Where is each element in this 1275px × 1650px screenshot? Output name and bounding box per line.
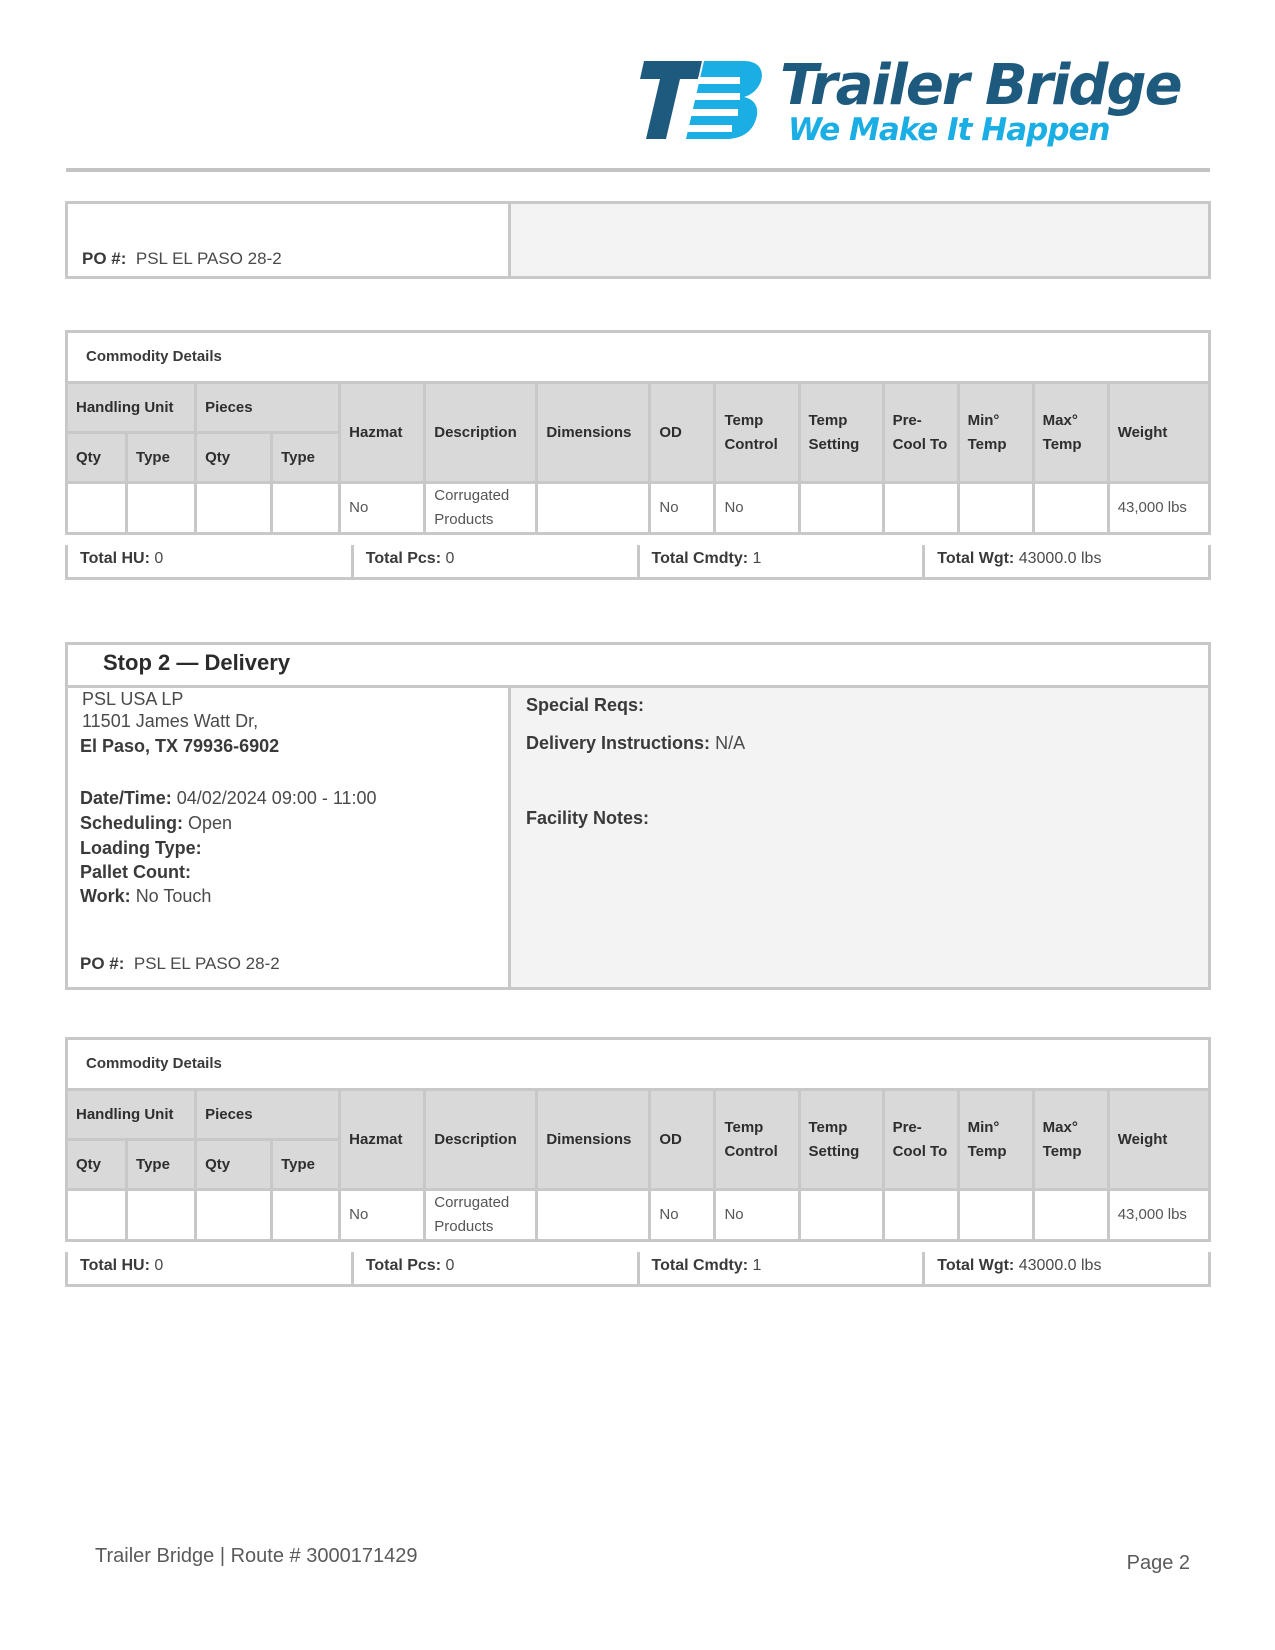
total-wgt [925,545,1208,577]
brand-name: Trailer Bridge [780,53,1181,118]
total-hu [68,545,354,577]
cell-hu-qty [67,1190,127,1241]
delivery-instructions-value: N/A [715,733,746,753]
cell-pre-cool [883,483,958,534]
cell-hazmat: No [340,483,425,534]
header-pre-cool: Pre-Cool To [883,1090,958,1190]
header-max-temp: Max° Temp [1033,1090,1108,1190]
commodity-details-table-1 [65,330,1211,535]
brand-tagline: We Make It Happen [788,112,1110,148]
cell-od: No [650,483,715,534]
total-pcs-value: 0 [445,550,455,567]
header-min-temp: Min° Temp [958,383,1033,483]
cell-pc-qty [196,1190,272,1241]
stop-loading-label: Loading Type: [80,838,202,858]
table-row [67,1190,1210,1241]
commodity-totals-1 [65,545,1211,580]
total-wgt-label: Total Wgt: [937,550,1015,567]
cell-min-temp [958,1190,1033,1241]
cell-min-temp [958,483,1033,534]
header-temp-control: Temp Control [715,383,799,483]
total-pcs [354,545,640,577]
cell-temp-setting [799,1190,883,1241]
cell-hu-type [127,1190,196,1241]
special-reqs-label: Special Reqs: [526,695,645,715]
footer-page-number: Page 2 [1126,1552,1190,1574]
total-hu-value: 0 [154,1257,164,1274]
facility-notes-label: Facility Notes: [526,808,650,828]
total-hu-value: 0 [154,550,164,567]
header-weight: Weight [1108,1090,1209,1190]
cell-max-temp [1033,483,1108,534]
total-pcs-value: 0 [445,1257,455,1274]
cell-pc-type [272,483,340,534]
commodity-title-cell [67,1039,1210,1090]
facility-notes [526,808,649,829]
total-cmdty-value: 1 [752,1257,762,1274]
header-hazmat: Hazmat [340,383,425,483]
cell-description: Corrugated Products [425,1190,537,1241]
stop-pallet-count [80,862,191,883]
po-line [82,249,282,269]
po-summary-box [65,201,1211,279]
header-hu-qty: Qty [67,433,127,483]
delivery-instructions [526,733,745,754]
stop-scheduling-label: Scheduling: [80,813,183,833]
po-value: PSL EL PASO 28-2 [135,249,282,268]
total-cmdty-value: 1 [752,550,762,567]
table-row [67,483,1210,534]
cell-hu-type [127,483,196,534]
header-temp-setting: Temp Setting [799,1090,883,1190]
total-pcs [354,1252,640,1284]
stop-po [80,954,280,974]
total-pcs-label: Total Pcs: [365,550,442,567]
stop-po-label: PO #: [80,954,125,973]
cell-pc-type [272,1190,340,1241]
header-temp-control: Temp Control [715,1090,799,1190]
total-cmdty-label: Total Cmdty: [651,550,749,567]
header-max-temp: Max° Temp [1033,383,1108,483]
header-pc-type: Type [272,433,340,483]
total-cmdty [640,545,926,577]
header-pc-type: Type [272,1140,340,1190]
po-left-panel [68,204,511,276]
total-hu-label: Total HU: [80,550,150,567]
delivery-instructions-label: Delivery Instructions: [526,733,711,753]
header-description: Description [425,383,537,483]
total-hu-label: Total HU: [80,1257,150,1274]
commodity-totals-2 [65,1252,1211,1287]
cell-temp-setting [799,483,883,534]
header-dimensions: Dimensions [537,383,650,483]
stop-datetime-label: Date/Time: [80,788,172,808]
header-temp-setting: Temp Setting [799,383,883,483]
header-pieces: Pieces [196,1090,340,1140]
total-pcs-label: Total Pcs: [365,1257,442,1274]
header-handling-unit: Handling Unit [67,1090,196,1140]
stop-details-box [65,685,1211,990]
header-min-temp: Min° Temp [958,1090,1033,1190]
cell-weight: 43,000 lbs [1108,1190,1209,1241]
total-hu [68,1252,354,1284]
stop-company: PSL USA LP [82,689,184,709]
stop-po-value: PSL EL PASO 28-2 [133,954,280,973]
total-cmdty [640,1252,926,1284]
cell-pre-cool [883,1190,958,1241]
commodity-title: Commodity Details [86,1055,222,1072]
commodity-table [65,1037,1211,1242]
stop-scheduling [80,813,232,834]
header-pre-cool: Pre-Cool To [883,383,958,483]
stop-title: Stop 2 — Delivery [103,650,291,675]
po-label: PO #: [82,249,127,268]
total-wgt [925,1252,1208,1284]
stop-loading-type [80,838,202,859]
tb-logo-mark-icon [640,55,765,145]
stop-notes-panel [511,688,1208,987]
cell-hu-qty [67,483,127,534]
stop-header [65,642,1211,685]
commodity-table [65,330,1211,535]
stop-datetime-value: 04/02/2024 09:00 - 11:00 [176,788,377,808]
header-weight: Weight [1108,383,1209,483]
brand-logo [640,55,1200,150]
header-hu-type: Type [127,1140,196,1190]
stop-address-panel [68,688,511,987]
stop-pallet-label: Pallet Count: [80,862,191,882]
cell-hazmat: No [340,1190,425,1241]
header-od: OD [650,383,715,483]
total-wgt-value: 43000.0 lbs [1018,550,1102,567]
cell-dimensions [537,1190,650,1241]
cell-pc-qty [196,483,272,534]
header-handling-unit: Handling Unit [67,383,196,433]
header-hazmat: Hazmat [340,1090,425,1190]
header-pc-qty: Qty [196,1140,272,1190]
cell-dimensions [537,483,650,534]
po-right-panel [511,204,1208,276]
header-od: OD [650,1090,715,1190]
header-pieces: Pieces [196,383,340,433]
cell-temp-control: No [715,1190,799,1241]
commodity-title: Commodity Details [86,348,222,365]
total-wgt-value: 43000.0 lbs [1018,1257,1102,1274]
commodity-details-table-2 [65,1037,1211,1242]
cell-od: No [650,1190,715,1241]
cell-temp-control: No [715,483,799,534]
stop-city: El Paso, TX 79936-6902 [80,736,280,756]
stop-datetime [80,788,377,809]
commodity-title-cell [67,332,1210,383]
total-wgt-label: Total Wgt: [937,1257,1015,1274]
header-hu-type: Type [127,433,196,483]
header-description: Description [425,1090,537,1190]
header-pc-qty: Qty [196,433,272,483]
stop-work [80,886,211,907]
stop-street: 11501 James Watt Dr, [82,711,259,731]
header-divider [66,168,1210,172]
cell-max-temp [1033,1190,1108,1241]
header-hu-qty: Qty [67,1140,127,1190]
stop-work-value: No Touch [135,886,212,906]
header-dimensions: Dimensions [537,1090,650,1190]
footer-route: Trailer Bridge | Route # 3000171429 [95,1545,418,1567]
stop-work-label: Work: [80,886,131,906]
special-reqs [526,695,644,716]
stop-scheduling-value: Open [188,813,233,833]
cell-description: Corrugated Products [425,483,537,534]
total-cmdty-label: Total Cmdty: [651,1257,749,1274]
cell-weight: 43,000 lbs [1108,483,1209,534]
